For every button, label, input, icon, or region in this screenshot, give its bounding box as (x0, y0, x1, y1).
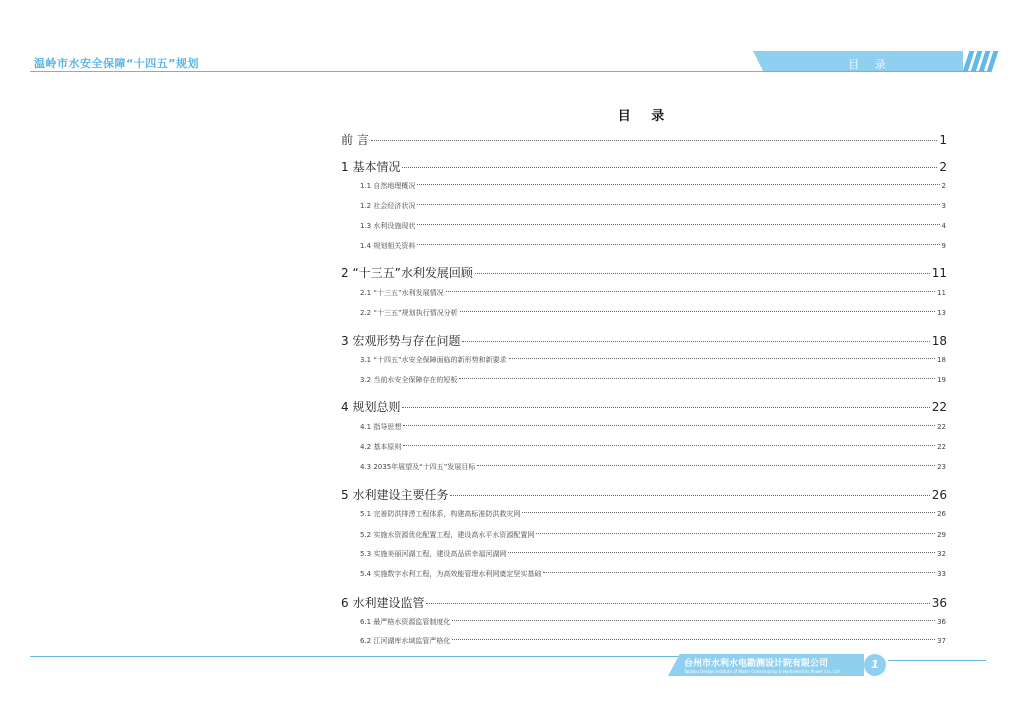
toc-entry-page-number: 22 (937, 423, 946, 431)
toc-entry-label: 3 宏观形势与存在问题 (341, 334, 461, 348)
toc-section-entry[interactable] (0, 288, 1024, 298)
footer-divider-left (30, 656, 680, 657)
footer-organization-name: 台州市水利水电勘测设计院有限公司 (684, 659, 829, 669)
toc-dot-leader (509, 358, 935, 359)
toc-dot-leader (446, 291, 935, 292)
toc-dot-leader (417, 224, 939, 225)
toc-dot-leader (426, 603, 929, 604)
toc-entry-label: 6 水利建设监管 (341, 596, 425, 610)
toc-entry-page-number: 36 (937, 618, 946, 626)
toc-section-entry[interactable] (0, 509, 1024, 519)
toc-dot-leader (459, 378, 935, 379)
toc-chapter-entry[interactable] (0, 264, 1024, 281)
toc-dot-leader (403, 425, 935, 426)
toc-entry-label: 4 规划总则 (341, 400, 401, 414)
toc-chapter-entry[interactable] (0, 131, 1024, 148)
toc-section-entry[interactable] (0, 636, 1024, 646)
toc-dot-leader (477, 465, 935, 466)
toc-section-entry[interactable] (0, 355, 1024, 365)
toc-section-entry[interactable] (0, 530, 1024, 540)
toc-entry-page-number: 9 (941, 242, 946, 250)
footer-divider-right (888, 660, 986, 661)
header-section-label: 目 录 (848, 58, 892, 71)
toc-entry-label: 5.4 实施数字水利工程，为高效能管理水利网奠定坚实基础 (360, 570, 542, 578)
toc-entry-label: 4.2 基本原则 (360, 443, 402, 451)
toc-entry-page-number: 2 (939, 160, 947, 174)
toc-dot-leader (402, 167, 937, 168)
toc-entry-label: 1.2 社会经济状况 (360, 202, 416, 210)
toc-entry-page-number: 1 (939, 133, 947, 147)
toc-entry-page-number: 11 (931, 266, 947, 280)
toc-chapter-entry[interactable] (0, 594, 1024, 611)
toc-section-entry[interactable] (0, 617, 1024, 627)
toc-section-entry[interactable] (0, 375, 1024, 385)
footer-organization-name-en: Taizhou Design Institute of Water Conservancy & Hydroelectric Power Co., Ltd. (684, 669, 841, 674)
toc-entry-label: 5 水利建设主要任务 (341, 488, 449, 502)
toc-dot-leader (417, 204, 939, 205)
toc-entry-label: 5.3 实施美丽河湖工程，建设高品质幸福河湖网 (360, 550, 507, 558)
toc-section-entry[interactable] (0, 181, 1024, 191)
toc-dot-leader (543, 572, 935, 573)
toc-entry-label: 3.1 “十四五”水安全保障面临的新形势和新要求 (360, 356, 507, 364)
toc-chapter-entry[interactable] (0, 486, 1024, 503)
toc-dot-leader (417, 244, 939, 245)
toc-entry-label: 6.1 最严格水资源监管制度化 (360, 618, 451, 626)
toc-entry-page-number: 19 (937, 376, 946, 384)
toc-entry-label: 1 基本情况 (341, 160, 401, 174)
document-title: 温岭市水安全保障“十四五”规划 (34, 57, 199, 70)
toc-entry-page-number: 18 (937, 356, 946, 364)
toc-dot-leader (402, 407, 929, 408)
toc-entry-page-number: 22 (937, 443, 946, 451)
page-number-badge: 1 (864, 654, 886, 676)
toc-section-entry[interactable] (0, 221, 1024, 231)
toc-dot-leader (536, 533, 935, 534)
toc-entry-label: 1.3 水利设施现状 (360, 222, 416, 230)
toc-section-entry[interactable] (0, 201, 1024, 211)
toc-entry-label: 1.1 自然地理概况 (360, 182, 416, 190)
toc-chapter-entry[interactable] (0, 158, 1024, 175)
toc-entry-page-number: 13 (937, 309, 946, 317)
toc-dot-leader (522, 512, 935, 513)
toc-chapter-entry[interactable] (0, 398, 1024, 415)
toc-entry-page-number: 36 (931, 596, 947, 610)
toc-entry-page-number: 2 (941, 182, 946, 190)
toc-section-entry[interactable] (0, 549, 1024, 559)
toc-entry-label: 4.1 指导思想 (360, 423, 402, 431)
toc-entry-label: 1.4 规划相关资料 (360, 242, 416, 250)
toc-title: 目 录 (617, 109, 673, 124)
toc-section-entry[interactable] (0, 422, 1024, 432)
toc-entry-page-number: 4 (941, 222, 946, 230)
toc-chapter-entry[interactable] (0, 332, 1024, 349)
toc-entry-label: 2 “十三五”水利发展回顾 (341, 266, 473, 280)
toc-section-entry[interactable] (0, 569, 1024, 579)
toc-entry-label: 2.1 “十三五”水利发展情况 (360, 289, 444, 297)
toc-entry-label: 6.2 江河湖库水域监管严格化 (360, 637, 451, 645)
toc-entry-page-number: 26 (937, 510, 946, 518)
toc-dot-leader (371, 140, 938, 141)
toc-entry-page-number: 3 (941, 202, 946, 210)
toc-section-entry[interactable] (0, 308, 1024, 318)
header-divider (30, 71, 990, 72)
toc-entry-label: 3.2 当前水安全保障存在的短板 (360, 376, 458, 384)
toc-dot-leader (452, 620, 935, 621)
toc-entry-page-number: 32 (937, 550, 946, 558)
toc-entry-page-number: 18 (931, 334, 947, 348)
toc-entry-page-number: 22 (931, 400, 947, 414)
toc-dot-leader (462, 341, 929, 342)
toc-entry-label: 2.2 “十三五”规划执行情况分析 (360, 309, 458, 317)
toc-entry-page-number: 23 (937, 463, 946, 471)
toc-section-entry[interactable] (0, 442, 1024, 452)
toc-entry-label: 4.3 2035年展望及“十四五”发展目标 (360, 463, 476, 471)
toc-section-entry[interactable] (0, 462, 1024, 472)
toc-entry-page-number: 37 (937, 637, 946, 645)
toc-entry-page-number: 11 (937, 289, 946, 297)
toc-dot-leader (460, 311, 935, 312)
toc-dot-leader (452, 639, 935, 640)
toc-entry-page-number: 26 (931, 488, 947, 502)
toc-dot-leader (417, 184, 939, 185)
toc-dot-leader (475, 273, 930, 274)
toc-entry-page-number: 33 (937, 570, 946, 578)
toc-entry-page-number: 29 (937, 531, 946, 539)
toc-entry-label: 前 言 (341, 133, 369, 147)
toc-section-entry[interactable] (0, 241, 1024, 251)
toc-entry-label: 5.1 完善防洪排涝工程体系，构建高标准防洪救灾网 (360, 510, 521, 518)
toc-dot-leader (508, 552, 935, 553)
toc-dot-leader (450, 495, 929, 496)
toc-entry-label: 5.2 实施水资源优化配置工程，建设高水平水资源配置网 (360, 531, 535, 539)
toc-dot-leader (403, 445, 935, 446)
